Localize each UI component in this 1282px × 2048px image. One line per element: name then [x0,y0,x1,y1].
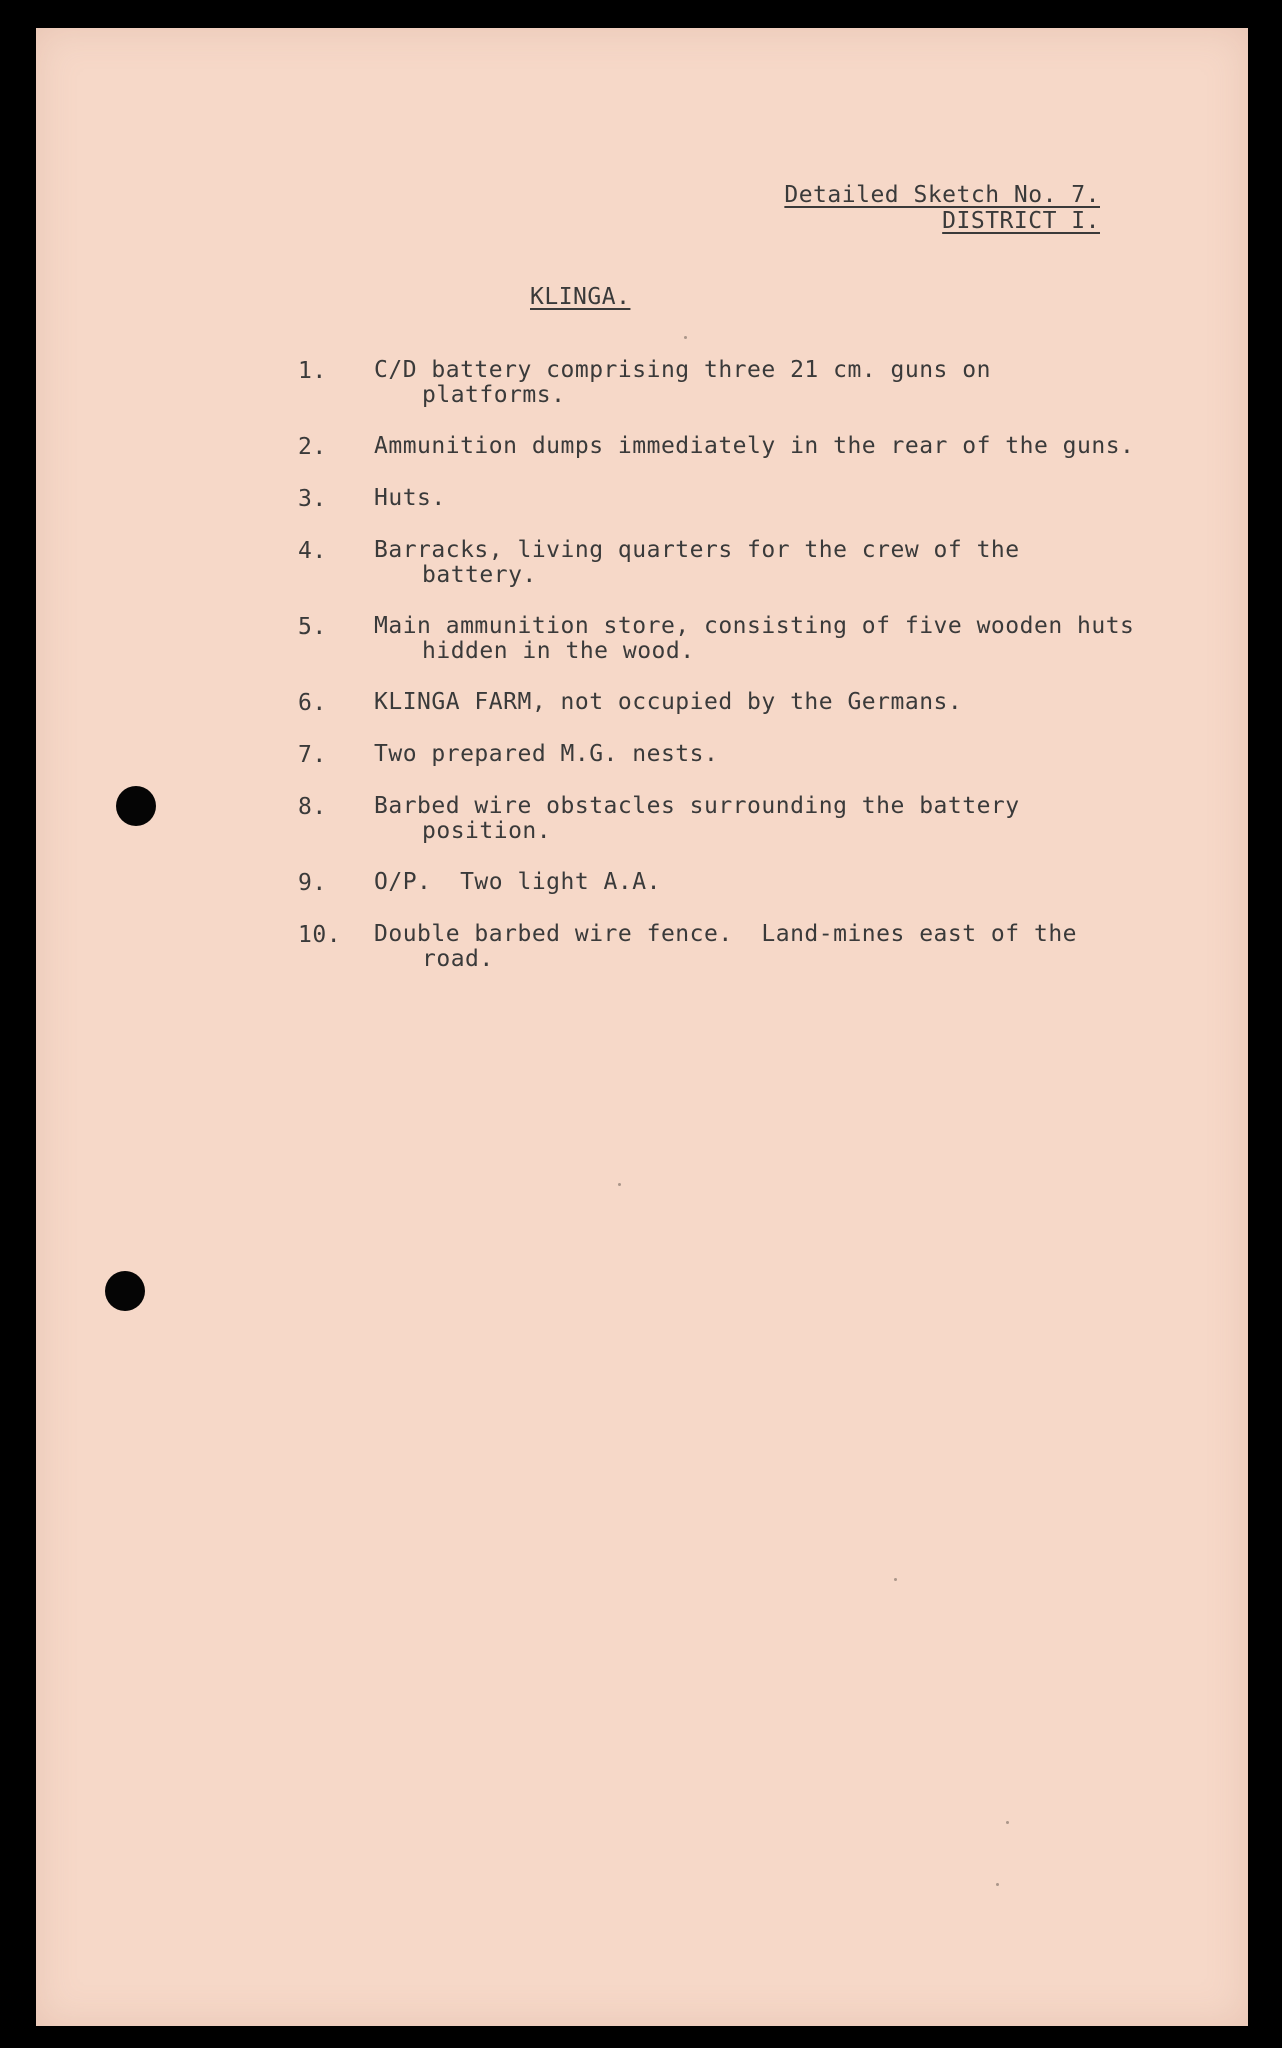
item-number: 1. [298,358,327,384]
list-item [298,922,1148,972]
item-number: 2. [298,434,327,460]
item-number: 8. [298,794,327,820]
paper-speck [894,1578,897,1581]
list-item [298,870,1148,896]
paper-speck [996,1883,999,1886]
paper-speck [618,1183,621,1186]
item-number: 5. [298,614,327,640]
item-text: Barracks, living quarters for the crew of the battery. [374,537,1034,588]
item-text: Ammunition dumps immediately in the rear of the guns. [374,433,1135,459]
list-item [298,486,1148,512]
item-text: C/D battery comprising three 21 cm. guns on platforms. [374,357,1006,408]
list-item [298,434,1148,460]
item-text: Barbed wire obstacles surrounding the battery position. [374,793,1034,844]
item-number: 4. [298,538,327,564]
list-item [298,742,1148,768]
item-text: Double barbed wire fence. Land-mines east of the road. [374,921,1092,972]
item-number: 9. [298,870,327,896]
item-text: KLINGA FARM, not occupied by the Germans. [374,689,963,715]
list-item [298,614,1148,664]
item-list [298,358,1148,998]
district-label: DISTRICT I. [942,208,1100,234]
paper-speck [684,336,687,339]
sketch-reference: Detailed Sketch No. 7. [784,182,1100,208]
item-text: Main ammunition store, consisting of five wooden huts hidden in the wood. [374,613,1149,664]
item-number: 3. [298,486,327,512]
document-page [36,28,1248,2026]
item-text: O/P. Two light A.A. [374,869,661,895]
list-item [298,538,1148,588]
item-text: Huts. [374,485,446,511]
list-item [298,690,1148,716]
document-title: KLINGA. [530,284,631,310]
item-number: 6. [298,690,327,716]
item-number: 10. [298,922,342,948]
item-number: 7. [298,742,327,768]
item-text: Two prepared M.G. nests. [374,741,719,767]
punch-hole [116,786,156,826]
list-item [298,794,1148,844]
punch-hole [105,1271,145,1311]
list-item [298,358,1148,408]
paper-speck [1006,1821,1009,1824]
